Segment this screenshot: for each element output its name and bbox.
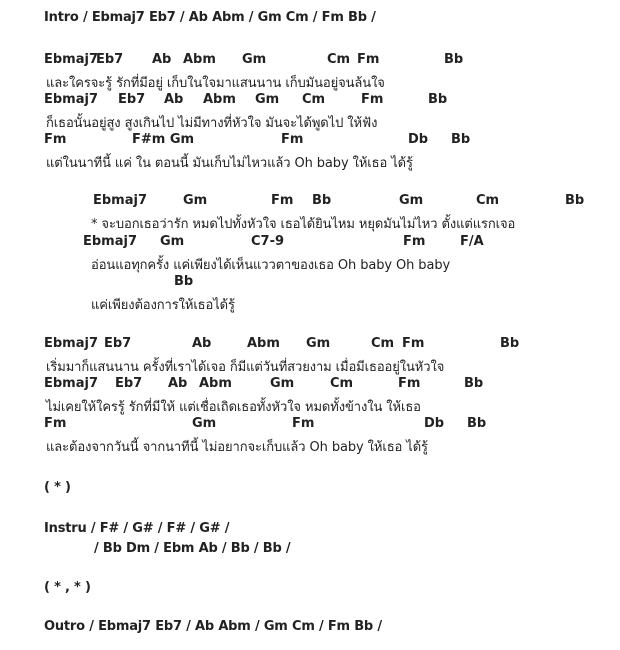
chord-label: Ab (168, 376, 188, 391)
chord-label: Bb (464, 376, 484, 391)
chord-label: Fm (271, 193, 294, 208)
chord-label: Cm (476, 193, 500, 208)
chorus-chords-2 (0, 234, 620, 252)
chord-label: Ebmaj7 (83, 234, 138, 249)
chord-label: Abm (247, 336, 280, 351)
chord-label: Bb (174, 274, 194, 289)
instru-line-1: Instru / F# / G# / F# / G# / (44, 521, 230, 536)
chord-label: Fm (44, 416, 67, 431)
verse2-chords-1 (0, 336, 620, 354)
chord-label: Gm (183, 193, 208, 208)
chord-label: Bb (428, 92, 448, 107)
verse1-chords-2 (0, 92, 620, 110)
chord-label: Fm (44, 132, 67, 147)
chord-label: Gm (306, 336, 331, 351)
chord-label: Gm (160, 234, 185, 249)
chord-label: Fm (357, 52, 380, 67)
chord-label: Eb7 (104, 336, 132, 351)
chord-label: Cm (371, 336, 395, 351)
intro-line: Intro / Ebmaj7 Eb7 / Ab Abm / Gm Cm / Fm Bb / (44, 10, 376, 25)
chord-label: Gm (192, 416, 217, 431)
chord-label: F#m Gm (132, 132, 195, 147)
chord-label: Fm (398, 376, 421, 391)
chord-label: Ebmaj7 (44, 52, 99, 67)
chord-label: Db (408, 132, 429, 147)
chord-label: Bb (467, 416, 487, 431)
chord-label: Bb (312, 193, 332, 208)
chord-label: Abm (203, 92, 236, 107)
chorus-lyric-1: * จะบอกเธอว่ารัก หมดไปทั้งหัวใจ เธอได้ยินไหม หยุดมันไม่ไหว ตั้งแต่แรกเจอ (91, 217, 516, 232)
chord-label: Cm (330, 376, 354, 391)
chord-label: Fm (403, 234, 426, 249)
chord-label: Cm (327, 52, 351, 67)
chord-label: Gm (255, 92, 280, 107)
chord-label: Abm (199, 376, 232, 391)
chord-label: Bb (500, 336, 520, 351)
chord-label: Gm (270, 376, 295, 391)
chord-label: Ab (192, 336, 212, 351)
chord-label: Eb7 (115, 376, 143, 391)
verse2-lyric-3: และต้องจากวันนี้ จากนาทีนี้ ไม่อยากจะเก็บแล้ว Oh baby ให้เธอ ได้รู้ (46, 440, 428, 455)
verse2-chords-2 (0, 376, 620, 394)
outro-line: Outro / Ebmaj7 Eb7 / Ab Abm / Gm Cm / Fm Bb / (44, 619, 382, 634)
verse1-lyric-1: และใครจะรู้ รักที่มีอยู่ เก็บในใจมาแสนนาน เก็บมันอยู่จนล้นใจ (46, 76, 385, 91)
chord-label: Db (424, 416, 445, 431)
chord-label: Ebmaj7 (44, 336, 99, 351)
verse2-lyric-2: ไม่เคยให้ใครรู้ รักที่มีให้ แต่เชื่อเถิดเธอทั้งหัวใจ หมดทั้งข้างใน ให้เธอ (46, 400, 421, 415)
chord-label: C7-9 (251, 234, 285, 249)
verse2-lyric-1: เริ่มมาก็แสนนาน ครั้งที่เราได้เจอ ก็มีแต่วันที่สวยงาม เมื่อมีเธออยู่ในหัวใจ (46, 360, 445, 375)
repeat-chorus-twice-marker: ( * , * ) (44, 580, 91, 595)
chord-label: Eb7 (96, 52, 124, 67)
chord-label: Ab (152, 52, 172, 67)
verse1-chords-1 (0, 52, 620, 70)
chord-label: Bb (444, 52, 464, 67)
chord-label: Gm (242, 52, 267, 67)
chorus-chords-3 (0, 274, 620, 292)
chord-label: Fm (361, 92, 384, 107)
chorus-lyric-2: อ่อนแอทุกครั้ง แค่เพียงได้เห็นแววตาของเธอ Oh baby Oh baby (91, 258, 451, 273)
chord-label: Bb (451, 132, 471, 147)
verse1-lyric-3: แต่ในนาทีนี้ แค่ ใน ตอนนี้ มันเก็บไม่ไหวแล้ว Oh baby ให้เธอ ได้รู้ (46, 156, 413, 171)
chord-label: Cm (302, 92, 326, 107)
chord-label: Bb (565, 193, 585, 208)
chord-label: Fm (402, 336, 425, 351)
verse1-lyric-2: ก็เธอนั้นอยู่สูง สูงเกินไป ไม่มีทางที่หัวใจ มันจะได้พูดไป ให้ฟัง (46, 116, 378, 131)
chorus-chords-1 (0, 193, 620, 211)
chord-label: Ebmaj7 (93, 193, 148, 208)
instru-line-2: / Bb Dm / Ebm Ab / Bb / Bb / (94, 541, 291, 556)
verse2-chords-3 (0, 416, 620, 434)
chord-label: Fm (292, 416, 315, 431)
chord-label: Ebmaj7 (44, 92, 99, 107)
repeat-chorus-marker: ( * ) (44, 480, 71, 495)
chord-label: Eb7 (118, 92, 146, 107)
chord-label: Ebmaj7 (44, 376, 99, 391)
chord-label: Fm (281, 132, 304, 147)
chord-label: F/A (460, 234, 484, 249)
chord-label: Ab (164, 92, 184, 107)
chord-label: Abm (183, 52, 216, 67)
verse1-chords-3 (0, 132, 620, 150)
chord-label: Gm (399, 193, 424, 208)
chorus-lyric-3: แค่เพียงต้องการให้เธอได้รู้ (91, 298, 235, 313)
